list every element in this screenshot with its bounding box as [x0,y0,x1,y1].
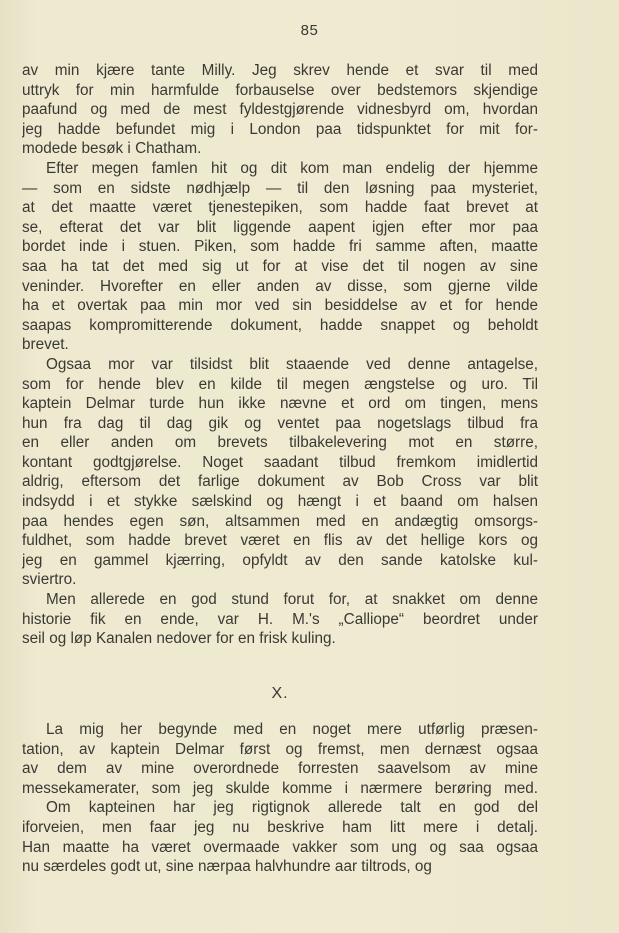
text-line: Om kapteinen har jeg rigtignok allerede talt en god del [46,799,538,817]
body-text-section-1 [22,61,538,649]
text-line: bordet inde i stuen. Piken, som hadde fri samme aften, maatte [22,238,538,256]
text-line: Han maatte ha været overmaade vakker som ung og saa ogsaa [22,838,538,856]
chapter-heading: X. [271,685,289,702]
text-line: ha et overtak paa min mor ved sin besiddelse av et for hende [22,297,538,315]
text-line: kontant godtgjørelse. Noget saadant tilbud fremkom imidlertid [22,453,538,471]
text-line: La mig her begynde med en noget mere utførlig præsen- [46,721,538,738]
text-line: iforveien, men faar jeg nu beskrive ham litt mere i detalj. [22,818,538,836]
text-line: uttryk for min harmfulde forbauselse over bedstemors skjendige [22,81,538,99]
text-line: tation, av kaptein Delmar først og fremst, men dernæst ogsaa [22,740,538,758]
text-line: se, efterat det var blit liggende aapent igjen efter mor paa [22,218,538,236]
text-line: Ogsaa mor var tilsidst blit staaende ved denne antagelse, [46,355,538,373]
text-line: som for hende blev en kilde til megen ængstelse og uro. Til [22,375,538,393]
text-line: paafund og med de mest fyldestgjørende vidnesbyrd om, hvordan [22,101,538,119]
text-line: saa ha tat det med sig ut for at vise det til nogen av sine [22,257,538,275]
text-line: paa hendes egen søn, altsammen med en andægtig omsorgs- [22,512,538,530]
text-line: hun fra dag til dag gik og ventet paa nogetslags tilbud fra [22,414,538,432]
text-line: messekamerater, som jeg skulde komme i nærmere berøring med. [22,779,538,797]
text-line: jeg en gammel kjærring, opfyldt av den sande katolske kul- [22,551,538,569]
text-line: av min kjære tante Milly. Jeg skrev hende et svar til med [22,62,538,79]
text-line: en eller anden om brevets tilbakelevering mot en større, [22,434,538,452]
text-line: indsydd i et stykke sælskind og hængt i et baand om halsen [22,493,538,511]
page-number: 85 [300,22,319,39]
text-line: brevet. [22,336,69,354]
text-line: modede besøk i Chatham. [22,140,202,158]
text-line: Efter megen famlen hit og dit kom man endelig der hjemme [46,159,538,177]
text-line: seil og løp Kanalen nedover for en frisk kuling. [22,630,336,648]
text-line: nu særdeles godt ut, sine nærpaa halvhundre aar tiltrods, og [22,858,432,876]
text-line: jeg hadde befundet mig i London paa tidspunktet for mit for- [22,120,538,138]
text-line: aldrig, eftersom det farlige dokument av Bob Cross var blit [22,473,538,491]
text-line: historie fik en ende, var H. M.'s „Calliope“ beordret under [22,610,538,628]
body-text-section-2 [22,720,538,877]
text-line: at det maatte været tjenestepiken, som hadde faat brevet at [22,199,538,217]
text-line: sviertro. [22,571,77,589]
text-line: fuldhet, som hadde brevet været en flis av det hellige kors og [22,532,538,550]
text-line: veninder. Hvorefter en eller anden av disse, som gjerne vilde [22,277,538,295]
text-line: — som en sidste nødhjælp — til den løsning paa mysteriet, [22,179,538,197]
text-line: kaptein Delmar turde hun ikke nævne et ord om tingen, mens [22,395,538,413]
text-line: saapas kompromitterende dokument, hadde snappet og beholdt [22,316,538,334]
text-line: av dem av mine overordnede forresten saavelsom av mine [22,760,538,778]
text-line: Men allerede en god stund forut for, at snakket om denne [46,591,538,609]
